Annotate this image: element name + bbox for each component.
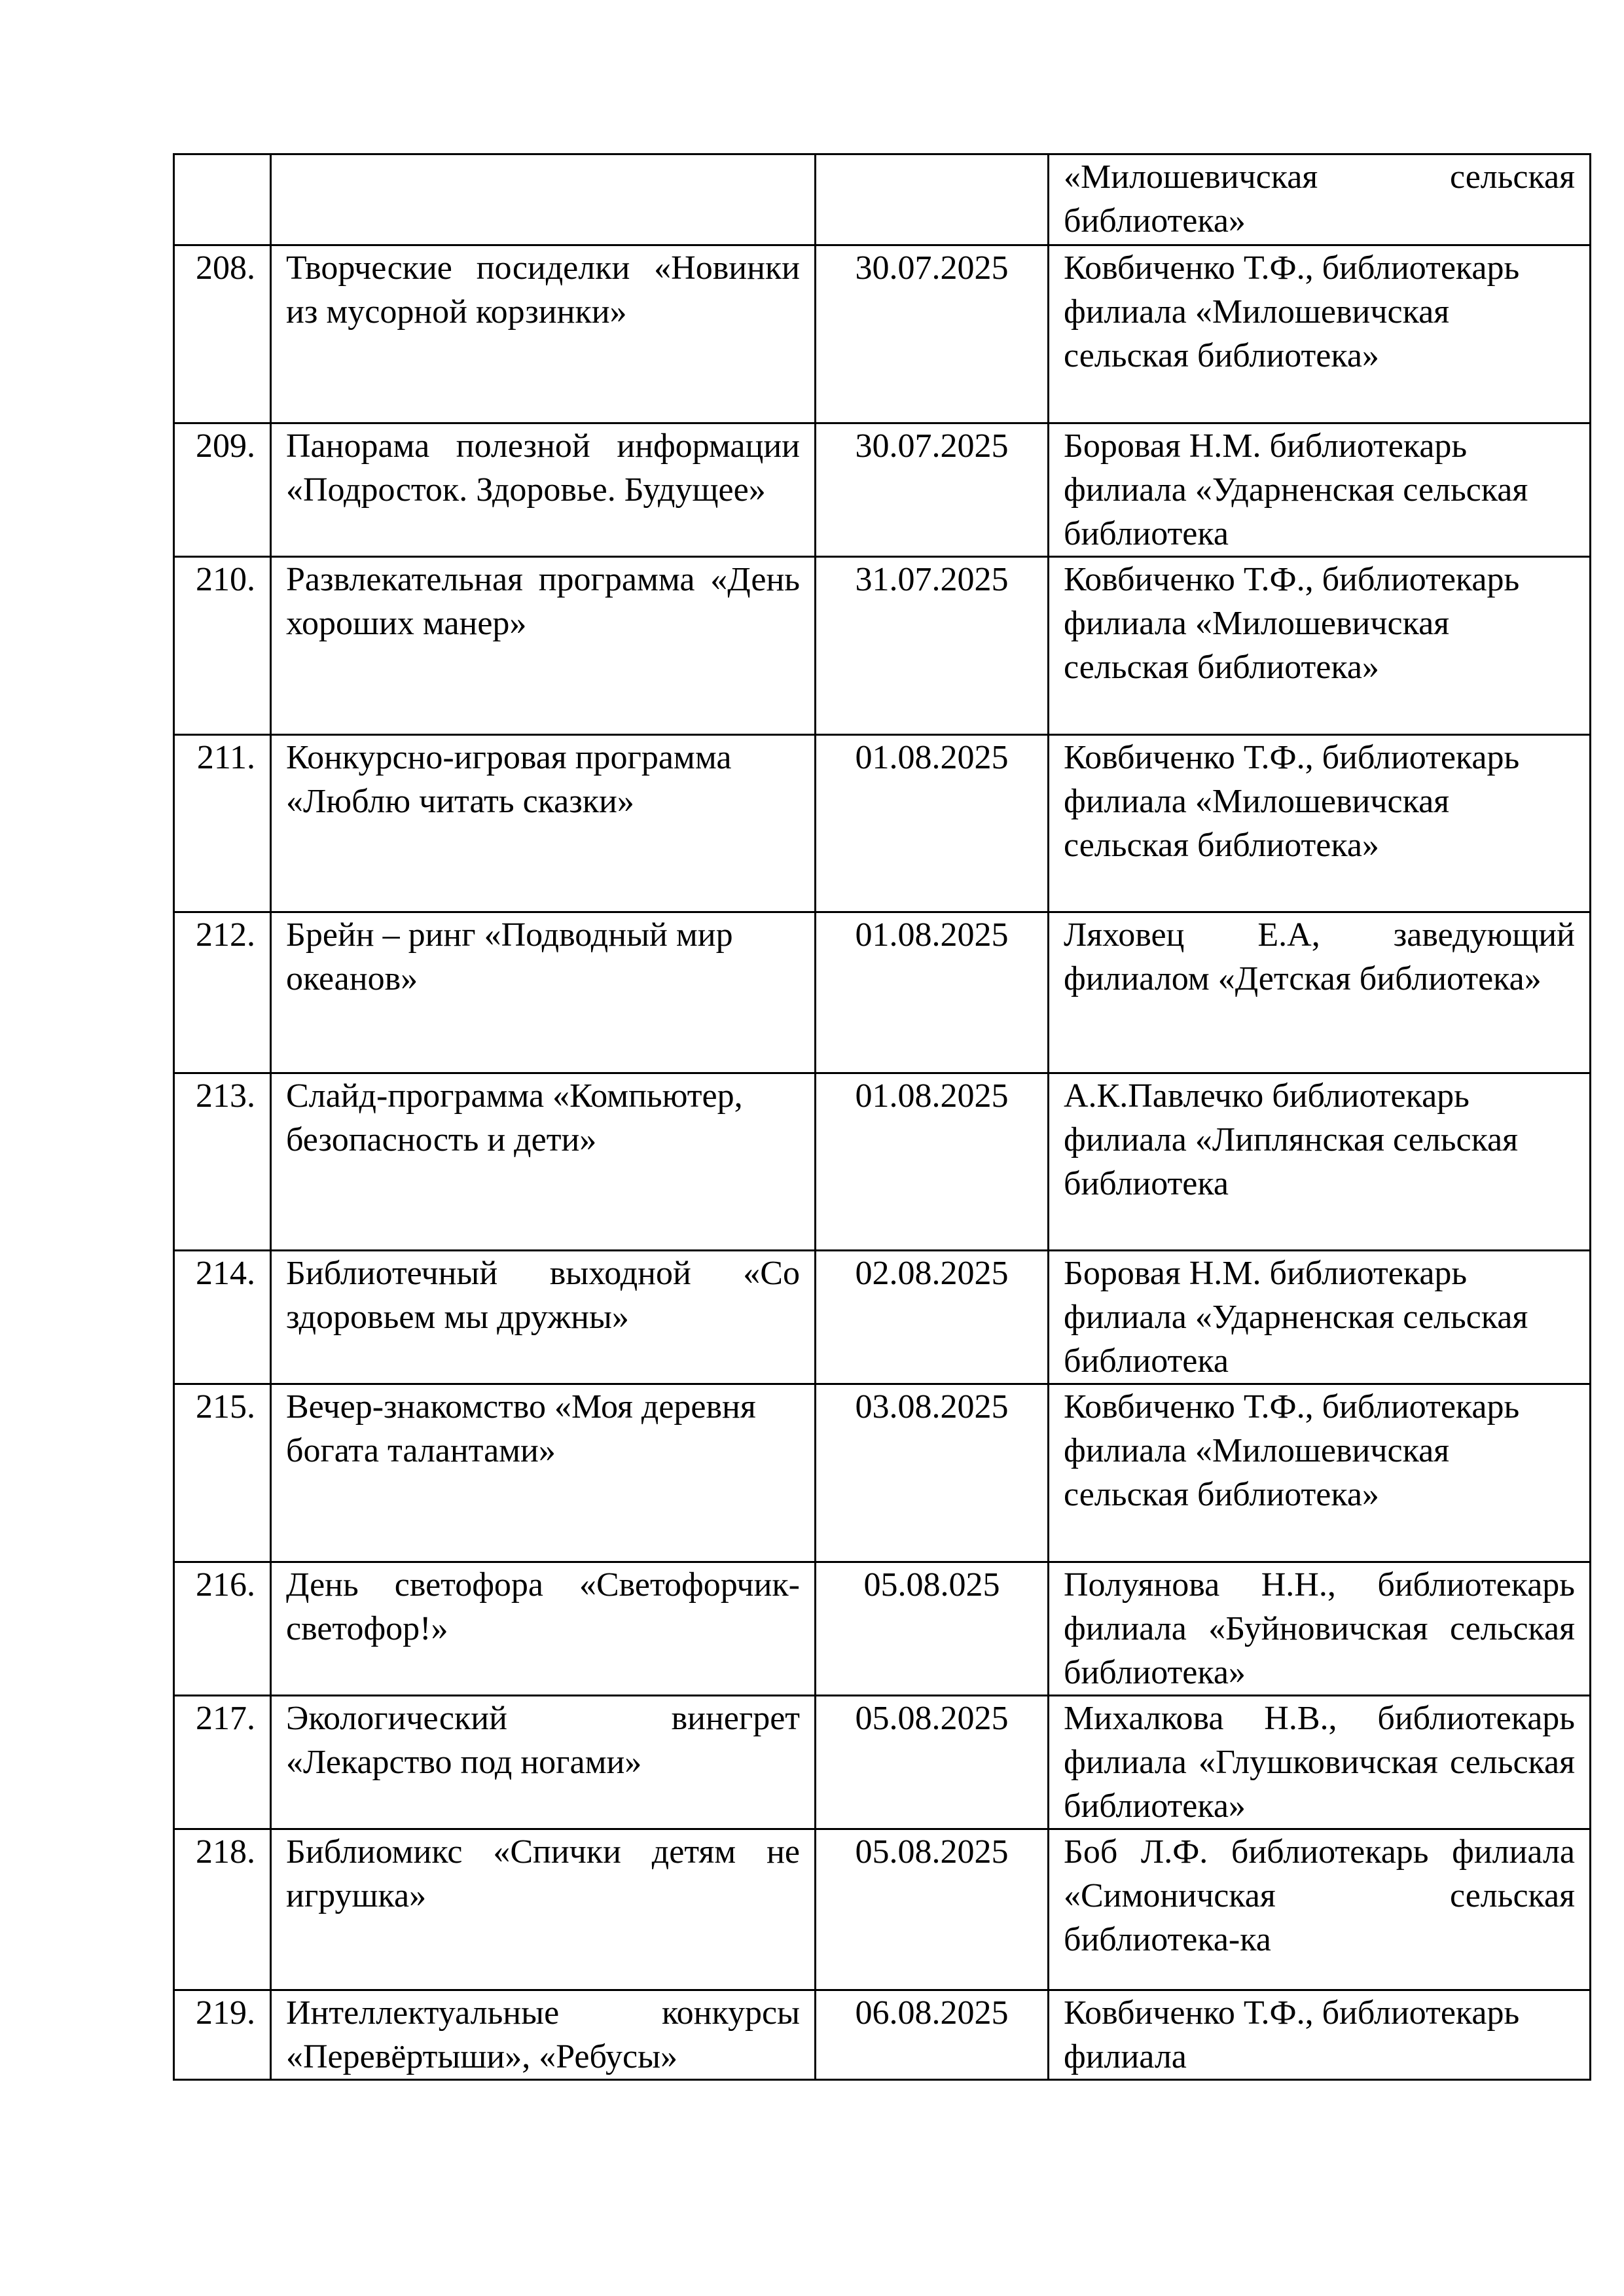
event-date: 01.08.2025: [816, 735, 1049, 912]
event-organizer: Михалкова Н.В., библиотекарь филиала «Глушковичская сельская библиотека»: [1049, 1696, 1591, 1829]
event-title: Конкурсно-игровая программа «Люблю читать сказки»: [271, 735, 816, 912]
table-row: [174, 1251, 1591, 1384]
event-organizer: Полуянова Н.Н., библиотекарь филиала «Буйновичская сельская библиотека»: [1049, 1562, 1591, 1696]
table-row: [174, 1696, 1591, 1829]
event-date: 30.07.2025: [816, 423, 1049, 557]
event-organizer: Боровая Н.М. библиотекарь филиала «Ударненская сельская библиотека: [1049, 1251, 1591, 1384]
table-row: [174, 1829, 1591, 1990]
event-title: Панорама полезной информации «Подросток. Здоровье. Будущее»: [271, 423, 816, 557]
events-table: [173, 153, 1591, 2081]
event-date: 01.08.2025: [816, 1073, 1049, 1251]
event-title: День светофора «Светофорчик-светофор!»: [271, 1562, 816, 1696]
table-row: [174, 912, 1591, 1073]
event-title: Развлекательная программа «День хороших манер»: [271, 557, 816, 735]
event-date: 02.08.2025: [816, 1251, 1049, 1384]
row-number: 219.: [174, 1990, 271, 2080]
event-title: [271, 154, 816, 245]
event-title: Интеллектуальные конкурсы «Перевёртыши», «Ребусы»: [271, 1990, 816, 2080]
event-organizer: Боровая Н.М. библиотекарь филиала «Ударненская сельская библиотека: [1049, 423, 1591, 557]
row-number: 208.: [174, 245, 271, 423]
table-row: [174, 423, 1591, 557]
row-number: 218.: [174, 1829, 271, 1990]
event-date: 01.08.2025: [816, 912, 1049, 1073]
event-title: Библиотечный выходной «Со здоровьем мы дружны»: [271, 1251, 816, 1384]
event-title: Творческие посиделки «Новинки из мусорной корзинки»: [271, 245, 816, 423]
table-row: [174, 1562, 1591, 1696]
event-organizer: Ковбиченко Т.Ф., библиотекарь филиала «Милошевичская сельская библиотека»: [1049, 735, 1591, 912]
event-organizer: Ляховец Е.А, заведующий филиалом «Детская библиотека»: [1049, 912, 1591, 1073]
row-number: 217.: [174, 1696, 271, 1829]
table-row: [174, 557, 1591, 735]
table-row: [174, 1990, 1591, 2080]
row-number: 212.: [174, 912, 271, 1073]
event-date: 05.08.2025: [816, 1829, 1049, 1990]
event-date: 03.08.2025: [816, 1384, 1049, 1562]
event-date: 31.07.2025: [816, 557, 1049, 735]
table-row: [174, 1384, 1591, 1562]
event-organizer: «Милошевичская сельская библиотека»: [1049, 154, 1591, 245]
row-number: 214.: [174, 1251, 271, 1384]
event-organizer: Боб Л.Ф. библиотекарь филиала «Симоничская сельская библиотека-ка: [1049, 1829, 1591, 1990]
event-date: 05.08.025: [816, 1562, 1049, 1696]
event-title: Вечер-знакомство «Моя деревня богата талантами»: [271, 1384, 816, 1562]
row-number: 209.: [174, 423, 271, 557]
event-title: Экологический винегрет «Лекарство под ногами»: [271, 1696, 816, 1829]
event-title: Библиомикс «Спички детям не игрушка»: [271, 1829, 816, 1990]
event-organizer: А.К.Павлечко библиотекарь филиала «Липлянская сельская библиотека: [1049, 1073, 1591, 1251]
event-date: 30.07.2025: [816, 245, 1049, 423]
table-row: [174, 245, 1591, 423]
row-number: 213.: [174, 1073, 271, 1251]
event-date: [816, 154, 1049, 245]
event-organizer: Ковбиченко Т.Ф., библиотекарь филиала: [1049, 1990, 1591, 2080]
event-date: 06.08.2025: [816, 1990, 1049, 2080]
row-number: 216.: [174, 1562, 271, 1696]
event-title: Слайд-программа «Компьютер, безопасность и дети»: [271, 1073, 816, 1251]
table-row: [174, 735, 1591, 912]
event-date: 05.08.2025: [816, 1696, 1049, 1829]
table-row: [174, 1073, 1591, 1251]
table-row: [174, 154, 1591, 245]
row-number: [174, 154, 271, 245]
event-title: Брейн – ринг «Подводный мир океанов»: [271, 912, 816, 1073]
event-organizer: Ковбиченко Т.Ф., библиотекарь филиала «Милошевичская сельская библиотека»: [1049, 1384, 1591, 1562]
row-number: 211.: [174, 735, 271, 912]
event-organizer: Ковбиченко Т.Ф., библиотекарь филиала «Милошевичская сельская библиотека»: [1049, 245, 1591, 423]
event-organizer: Ковбиченко Т.Ф., библиотекарь филиала «Милошевичская сельская библиотека»: [1049, 557, 1591, 735]
row-number: 210.: [174, 557, 271, 735]
row-number: 215.: [174, 1384, 271, 1562]
